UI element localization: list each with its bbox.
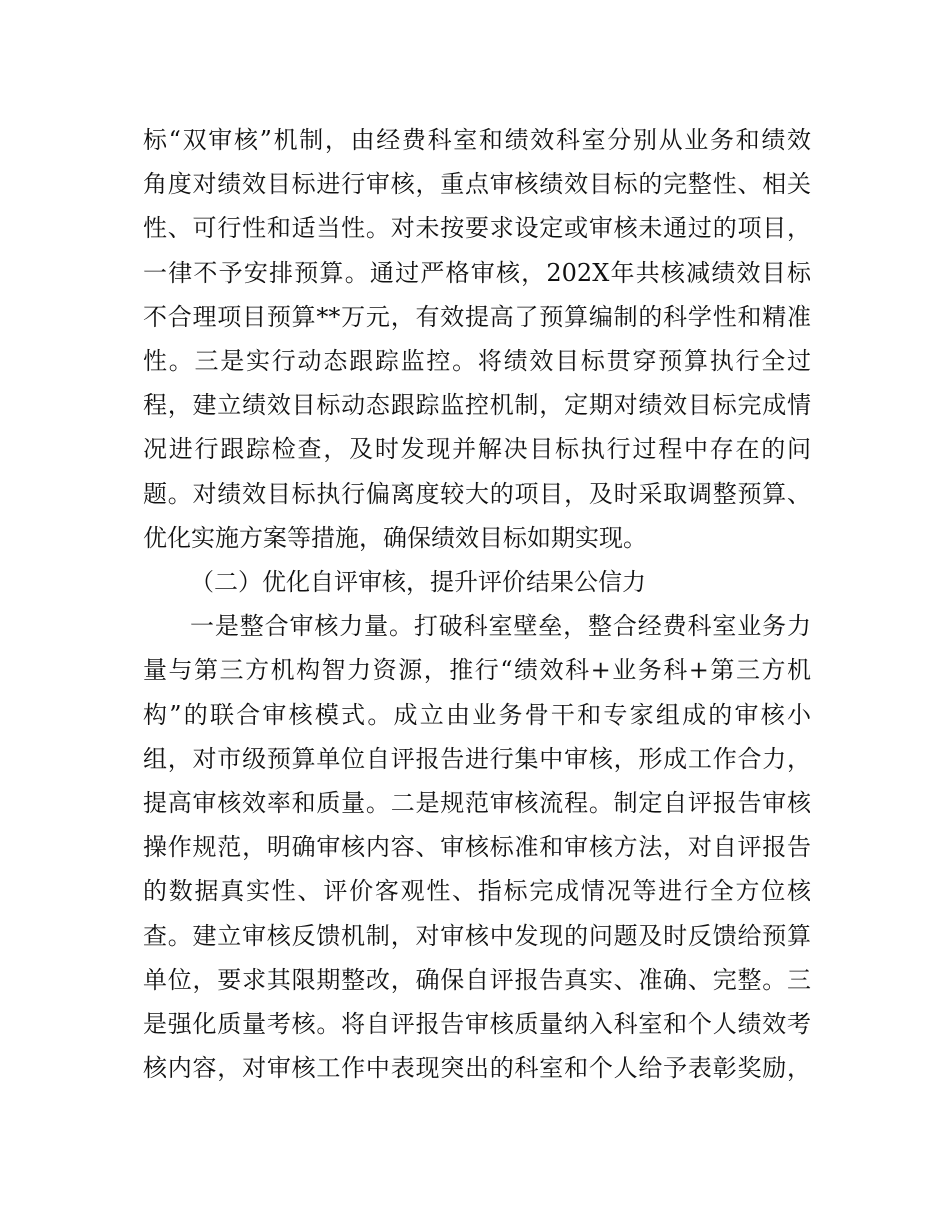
paragraph-line: 的数据真实性、评价客观性、指标完成情况等进行全方位核	[143, 877, 811, 905]
paragraph-line: 构”的联合审核模式。成立由业务骨干和专家组成的审核小	[143, 701, 811, 729]
paragraph-line: 查。建立审核反馈机制，对审核中发现的问题及时反馈给预算	[143, 922, 811, 950]
paragraph-line: 角度对绩效目标进行审核，重点审核绩效目标的完整性、相关	[143, 170, 811, 198]
paragraph-line: 程，建立绩效目标动态跟踪监控机制，定期对绩效目标完成情	[143, 391, 811, 419]
paragraph-line: 提高审核效率和质量。二是规范审核流程。制定自评报告审核	[143, 789, 811, 817]
paragraph-line: 性。三是实行动态跟踪监控。将绩效目标贯穿预算执行全过	[143, 347, 811, 375]
paragraph-line: 不合理项目预算**万元，有效提高了预算编制的科学性和精准	[143, 303, 811, 331]
paragraph-line: 一是整合审核力量。打破科室壁垒，整合经费科室业务力	[190, 612, 811, 640]
paragraph-line: 一律不予安排预算。通过严格审核，202X年共核减绩效目标	[143, 259, 811, 287]
paragraph-line: 量与第三方机构智力资源，推行“绩效科+业务科+第三方机	[143, 656, 811, 684]
paragraph-line: 组，对市级预算单位自评报告进行集中审核，形成工作合力，	[143, 745, 811, 773]
paragraph-line: 题。对绩效目标执行偏离度较大的项目，及时采取调整预算、	[143, 480, 811, 508]
paragraph-line: 是强化质量考核。将自评报告审核质量纳入科室和个人绩效考	[143, 1010, 811, 1038]
paragraph-line: 单位，要求其限期整改，确保自评报告真实、准确、完整。三	[143, 966, 811, 994]
paragraph-line: 优化实施方案等措施，确保绩效目标如期实现。	[143, 524, 647, 552]
paragraph-line: 性、可行性和适当性。对未按要求设定或审核未通过的项目，	[143, 214, 811, 242]
paragraph-line: 核内容，对审核工作中表现突出的科室和个人给予表彰奖励，	[143, 1054, 811, 1082]
paragraph-line: 况进行跟踪检查，及时发现并解决目标执行过程中存在的问	[143, 435, 811, 463]
section-heading: （二）优化自评审核，提升评价结果公信力	[190, 568, 646, 596]
paragraph-line: 操作规范，明确审核内容、审核标准和审核方法，对自评报告	[143, 833, 811, 861]
paragraph-line: 标“双审核”机制，由经费科室和绩效科室分别从业务和绩效	[143, 126, 811, 154]
